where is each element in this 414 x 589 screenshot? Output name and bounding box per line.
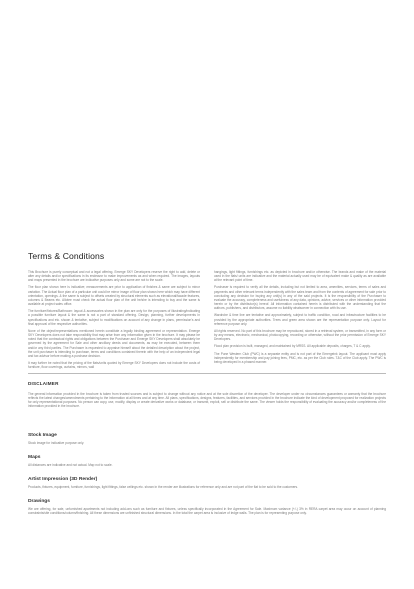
- terms-paragraph: The Pune Western Club (PWC) is a separate entity and is not part of the Emergeink layout. The applicant must apply independently for membership and pay joining fees, PMC, etc. as per the Club rules. T&C of the Club apply. The PWC is being developed in a phased manner.: [214, 351, 386, 364]
- section-text: Stock image for indicative purpose only.: [28, 441, 85, 445]
- section-text: Products, fixtures, equipment, furniture, furnishings, light fittings, false ceilings etc. shown in the render are illustrations for reference only and are not part of the flat to be sold to the customers.: [28, 485, 299, 489]
- section-stock-image: [28, 433, 386, 445]
- left-column: [28, 270, 200, 372]
- terms-paragraph: This Brochure is purely conceptual and not a legal offering. Emerge SKY Developers reserve the right to add, delete or alter any details and/or specifications in its endeavor to make improvements as and when required. The images, layouts and maps presented in the brochure are indicative purposes only and some are not to the scale.: [28, 270, 200, 283]
- section-text: We are offering, for sale, unfurnished apartments not including add-ons such as furniture and fixtures, unless specifically incorporated in the Agreement for Sale. Maximum variance (+/-) 3% in RERA carpet area may occur on account of planning constraints/site conditions/column/finishing. All these dimensions are unfinished structural dimensions. In the total the carpet area is inclusive of ledge walls. The plan is for representing purpose only.: [28, 507, 386, 516]
- terms-columns: [28, 270, 386, 372]
- terms-paragraph: Wardrobe & time line are tentative and approximately, subject to traffic condition, road and infrastructure facilities to be provided by the appropriate authorities. Trees and green area shown are the representation purpose only. Layout for reference purpose only.: [214, 313, 386, 326]
- divider: [28, 373, 386, 374]
- terms-paragraph: hangings, light fittings, furnishings etc. as depicted in brochure and/or otherwise. The brands and make of the material used in the flats/ units are indicative and the material actually used may be of equivalent make & quality as are available at the relevant point of time.: [214, 270, 386, 283]
- page-title: Terms & Conditions: [28, 251, 105, 261]
- disclaimer-text: The general information provided in the brochure is taken from trusted sources and is subject to change without any notice and at the sole discretion of the developer. The developer under no circumstances guarantees or warranty that the brochure reflects the latest changes/amendments pertaining to the information at all times and at any time. All plans, specifications, designs, features, facilities, and services provided in the brochure indicate the kind of development proposed for realization projects for only representational purposes. No person can copy, use, modify, display or create derivative works or database, or transmit, exploit, sell or distribute the same. The viewer holds the responsibility of evaluating the accuracy and/or completeness of the information provided in the brochure.: [28, 392, 386, 409]
- section-heading: Maps: [28, 455, 41, 460]
- terms-paragraph: The furniture/fixtures/Bathroom: layout & accessories shown in the plan are only for the purposes of illustrating/indicating a possible furniture layout & the same is not a part of standard offering. Design, planning, further developments in specifications and etc. shown & tentative, subject to modifications on account of any change in plans, permission's and final approval of the respective authorities.: [28, 309, 200, 326]
- section-heading: Artist Impression (3D Render): [28, 477, 98, 482]
- section-maps: [28, 455, 386, 467]
- terms-paragraph: None of the object/representations mentioned herein constitute a legally binding agreement or representation. Emerge SKY Developers does not take responsibility that may arise from any information given in the brochure. It may please be noted that the contractual rights and obligations between the Purchaser and Emerge SKY Developers shall absolutely be governed by the agreement for Sale and other ancillary deeds and documents, as may be executed, between them and/or any third parties. The Purchaser is requested to appraise himself about the detailed description about the project, the unit purchaser is intending to purchase, terms and conditions contained therein with the help of an independent legal and tax advisor before making a purchase decision.: [28, 328, 200, 358]
- section-text: All distances are indicative and not actual. Map not to scale.: [28, 463, 113, 467]
- terms-paragraph: All rights reserved. No part of this brochure may be reproduced, stored in a retrieval system, or transmitted, in any form or by any means, electronic, mechanical, photocopying, recording or otherwise, without the prior permission of Emerge SKY Developers.: [214, 328, 386, 342]
- section-heading: Drawings: [28, 499, 51, 504]
- section-artist-impression: [28, 477, 386, 489]
- terms-paragraph: It may further be noted that the pricing of the flats/units quoted by Emerge SKY Developers does not include the costs of furniture, floor coverings, curtains, mirrors, wall: [28, 360, 200, 370]
- disclaimer-heading: DISCLAIMER: [28, 381, 59, 386]
- right-column: [214, 270, 386, 372]
- terms-paragraph: The floor plan shown here is indicative; measurements are prior to application of finishes & same are subject to minor variation. The Actual floor plan of a particular unit could be mirror image of floor plan shown here which may have different orientation, openings. & the same is subject to offsets created by structural elements such as elevational/facade features, columns & Beams etc. Allotee must check the actual floor plan of the unit he/she is intending to buy and the same is available at project sales office.: [28, 285, 200, 307]
- section-drawings: [28, 499, 386, 515]
- terms-page: [28, 0, 386, 589]
- terms-paragraph: Flood plan provision is built, managed, and maintained by MRSS. All applicable deposits, charges, T & C apply.: [214, 344, 371, 349]
- terms-paragraph: Purchaser is required to verify all the details, including but not limited to area, amenities, services, terms of sales and payments and other relevant terms independently with the sales team and from the contents of agreement for sale prior to concluding any decision for buying any unit(s) in any of the said projects. It is the responsibility of the Purchaser to evaluate the accuracy, completeness and usefulness of any data, opinions, advice, services or other information provided herein or by the distributor(s) hereof. All information contained herein is distributed with the understanding that the authors, publishers, and distributors, assume no liability whatsoever in connection with its use.: [214, 285, 386, 311]
- section-heading: Stock Image: [28, 433, 57, 438]
